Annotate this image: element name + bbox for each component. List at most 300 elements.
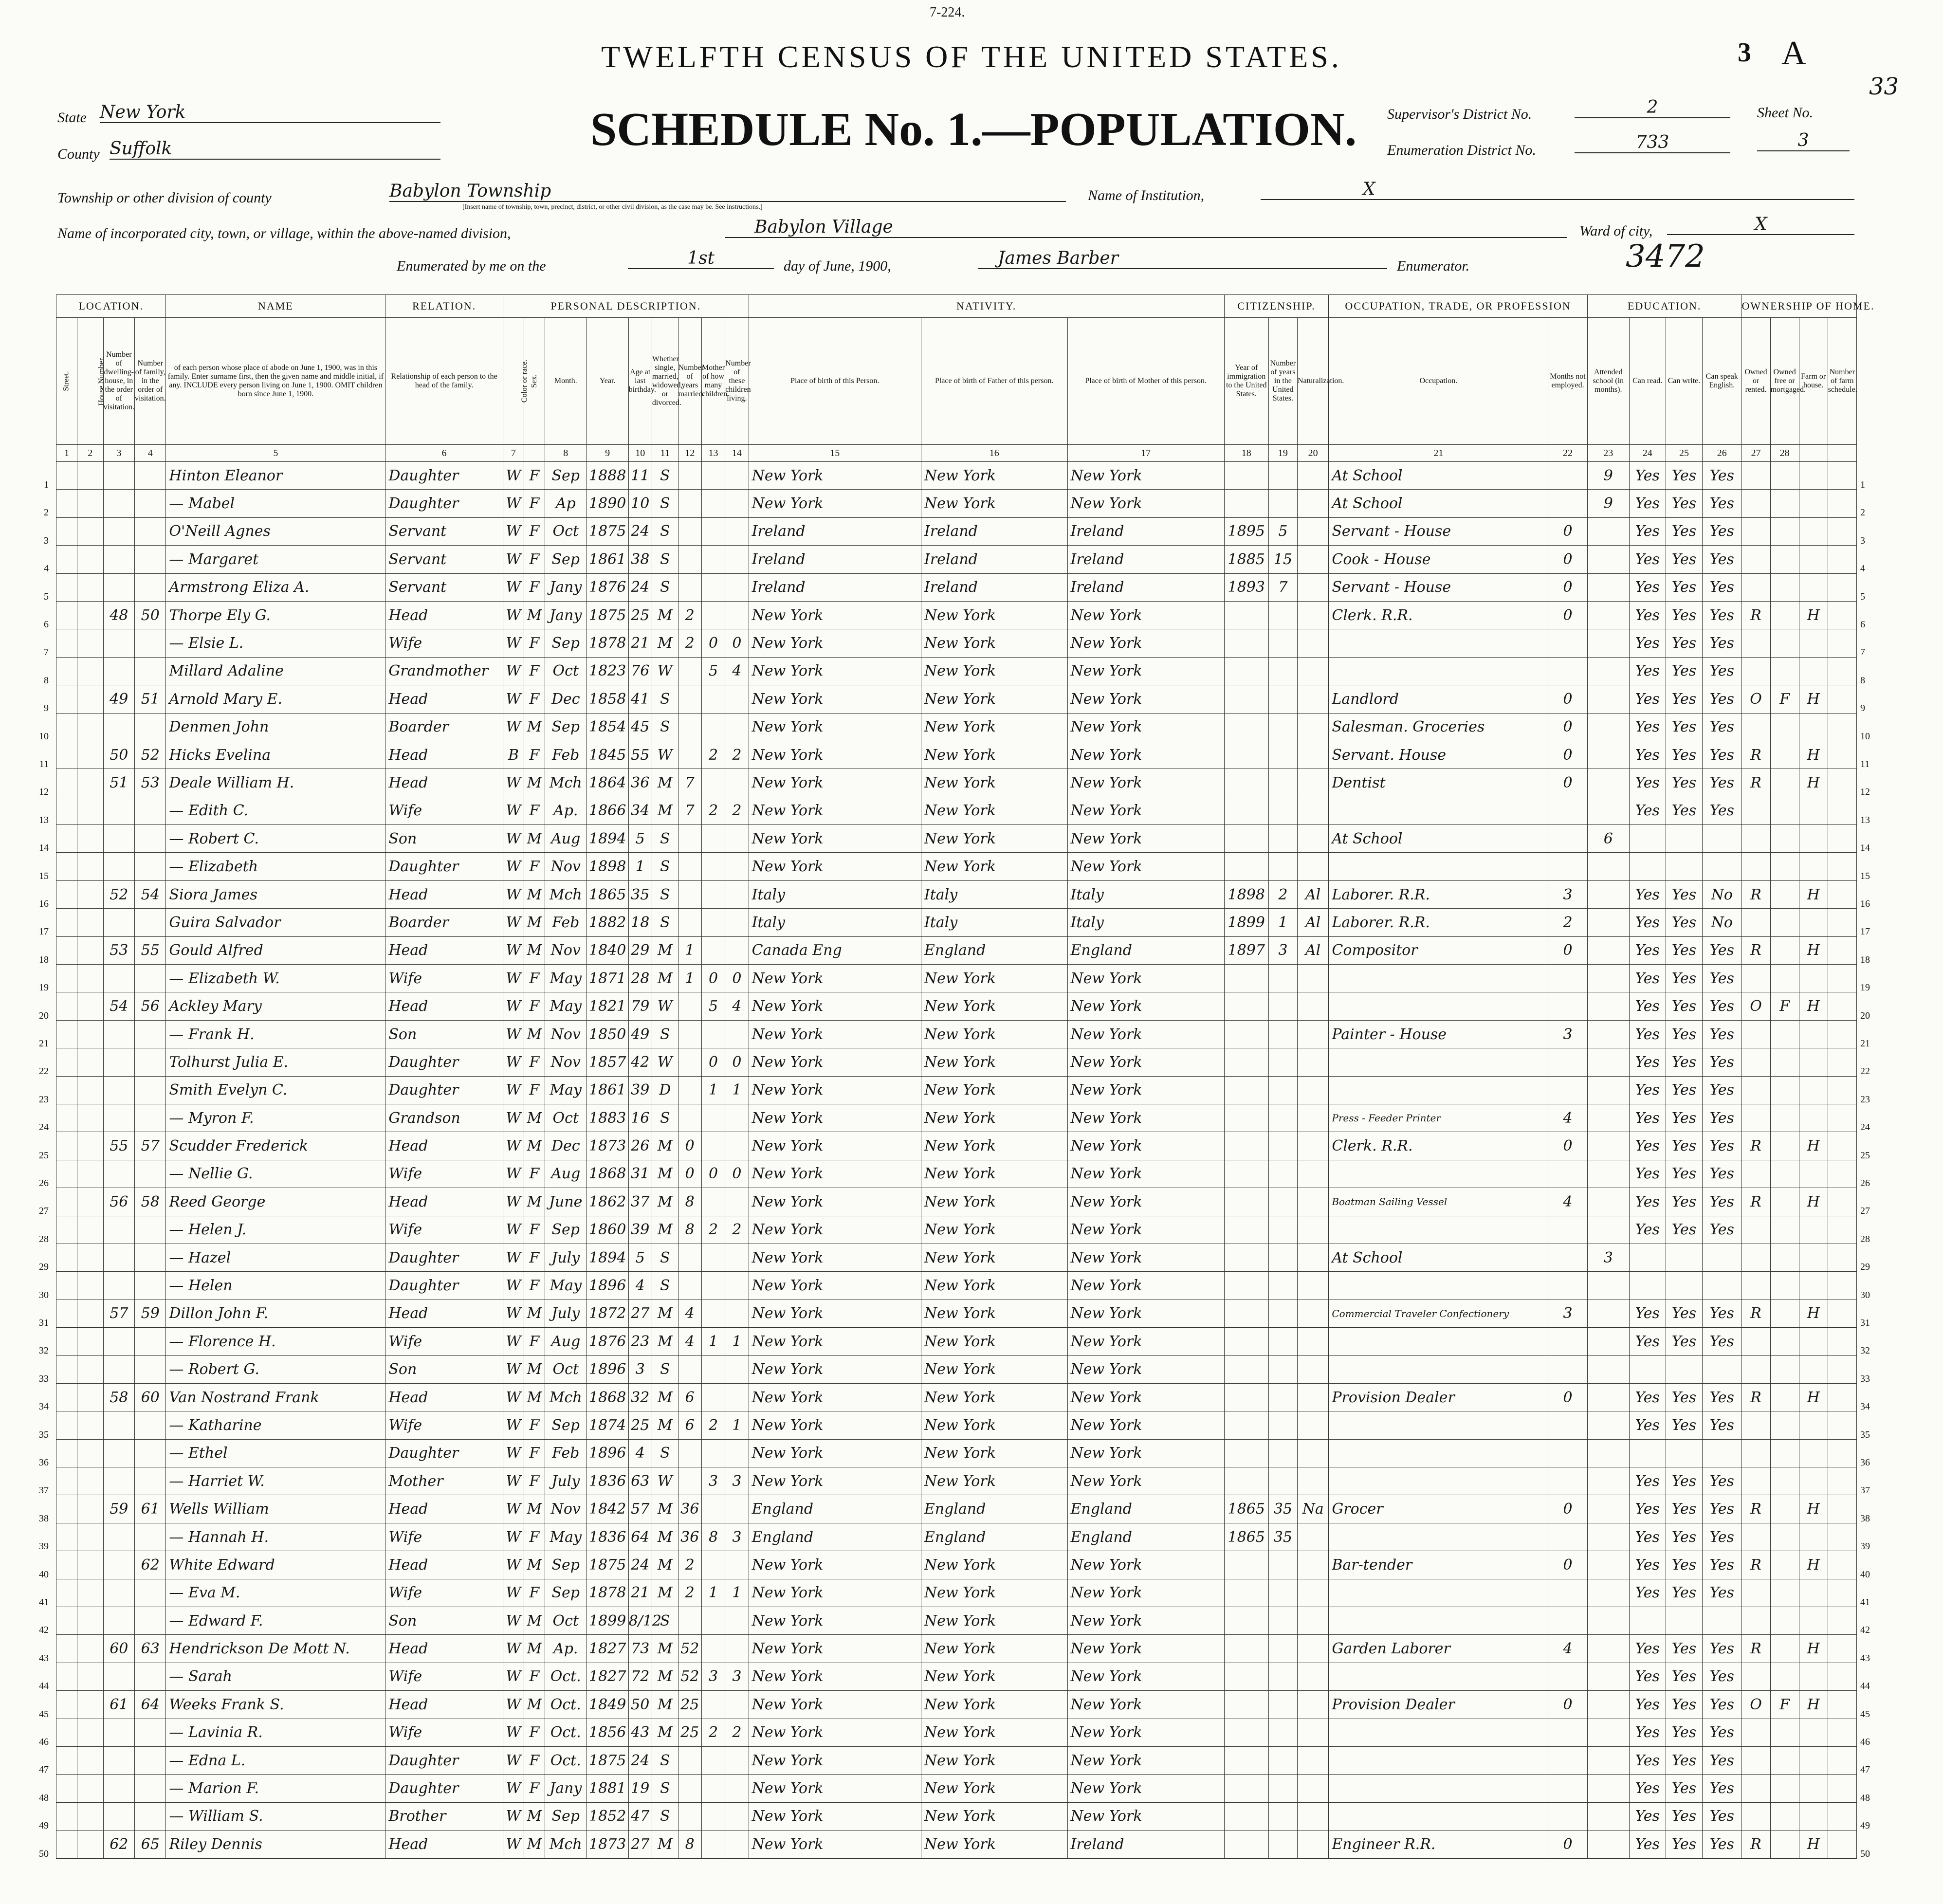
cell-yus bbox=[1268, 741, 1297, 769]
table-row bbox=[56, 769, 1857, 797]
cell-ym: 4 bbox=[678, 1300, 701, 1327]
cell-sch bbox=[1587, 685, 1629, 713]
line-number: 23 bbox=[39, 1094, 49, 1105]
cell-cl bbox=[725, 1300, 749, 1327]
cell-dw: 56 bbox=[103, 1188, 134, 1216]
line-number: 8 bbox=[44, 675, 49, 686]
cell-dw: 60 bbox=[103, 1635, 134, 1663]
cell-street bbox=[56, 1244, 77, 1271]
cell-pom: New York bbox=[1067, 685, 1224, 713]
cell-mar: S bbox=[652, 1104, 678, 1132]
cell-sex: M bbox=[524, 909, 545, 936]
line-number: 29 bbox=[1860, 1262, 1870, 1273]
cell-fs bbox=[1828, 880, 1856, 908]
cell-name: — Helen J. bbox=[166, 1216, 385, 1244]
cell-nat bbox=[1297, 490, 1328, 517]
cell-rel: Wife bbox=[385, 1216, 503, 1244]
column-number: 19 bbox=[1268, 445, 1297, 462]
line-number: 10 bbox=[1860, 731, 1870, 742]
cell-nat bbox=[1297, 657, 1328, 685]
cell-en: Yes bbox=[1703, 1802, 1742, 1830]
cell-color: W bbox=[503, 1048, 524, 1076]
cell-name: — Edith C. bbox=[166, 797, 385, 824]
cell-wr: Yes bbox=[1666, 1216, 1702, 1244]
line-number: 23 bbox=[1860, 1094, 1870, 1105]
cell-house bbox=[77, 936, 103, 964]
cell-pof: New York bbox=[921, 769, 1067, 797]
cell-cl bbox=[725, 462, 749, 490]
cell-own bbox=[1741, 1160, 1770, 1188]
cell-fh: H bbox=[1799, 685, 1828, 713]
cell-fh: H bbox=[1799, 1188, 1828, 1216]
cell-pof: New York bbox=[921, 1300, 1067, 1327]
cell-age: 21 bbox=[628, 629, 652, 657]
cell-mar: M bbox=[652, 1216, 678, 1244]
cell-dw: 53 bbox=[103, 936, 134, 964]
cell-yr: 1864 bbox=[587, 769, 628, 797]
cell-ym: 2 bbox=[678, 601, 701, 629]
cell-mtg bbox=[1770, 936, 1799, 964]
cell-unemp bbox=[1548, 853, 1588, 880]
table-row bbox=[56, 1439, 1857, 1467]
cell-nat bbox=[1297, 1579, 1328, 1607]
col-pob-person: Place of birth of this Person. bbox=[749, 318, 921, 445]
cell-color: W bbox=[503, 1020, 524, 1048]
table-row bbox=[56, 1048, 1857, 1076]
cell-imm: 1893 bbox=[1224, 573, 1268, 601]
cell-dw bbox=[103, 853, 134, 880]
cell-fam bbox=[135, 1160, 166, 1188]
cell-fs bbox=[1828, 1635, 1856, 1663]
cell-fam: 50 bbox=[135, 601, 166, 629]
cell-occ bbox=[1329, 1663, 1548, 1690]
cell-mtg bbox=[1770, 657, 1799, 685]
line-number: 6 bbox=[1860, 619, 1865, 630]
cell-rd: Yes bbox=[1629, 1746, 1666, 1774]
cell-unemp bbox=[1548, 992, 1588, 1020]
cell-en: No bbox=[1703, 909, 1742, 936]
cell-fh: H bbox=[1799, 1132, 1828, 1160]
cell-dw bbox=[103, 1244, 134, 1271]
cell-nat bbox=[1297, 1802, 1328, 1830]
cell-dw bbox=[103, 1523, 134, 1551]
cell-rel: Head bbox=[385, 1635, 503, 1663]
line-number: 33 bbox=[39, 1373, 49, 1384]
cell-nat bbox=[1297, 546, 1328, 573]
cell-own: R bbox=[1741, 1495, 1770, 1523]
cell-name: — Lavinia R. bbox=[166, 1719, 385, 1746]
institution-value: X bbox=[1261, 179, 1854, 200]
cell-sch bbox=[1587, 546, 1629, 573]
cell-wr: Yes bbox=[1666, 909, 1702, 936]
cell-imm: 1885 bbox=[1224, 546, 1268, 573]
cell-mtg bbox=[1770, 1244, 1799, 1271]
line-number: 49 bbox=[39, 1820, 49, 1831]
cell-moc bbox=[701, 1802, 725, 1830]
cell-pof: New York bbox=[921, 965, 1067, 992]
cell-sex: M bbox=[524, 1495, 545, 1523]
cell-color: W bbox=[503, 1328, 524, 1355]
cell-sch: 9 bbox=[1587, 462, 1629, 490]
cell-yus bbox=[1268, 1691, 1297, 1719]
cell-fs bbox=[1828, 1048, 1856, 1076]
cell-own: R bbox=[1741, 1635, 1770, 1663]
cell-rd: Yes bbox=[1629, 797, 1666, 824]
cell-ym bbox=[678, 685, 701, 713]
cell-age: 26 bbox=[628, 1132, 652, 1160]
cell-pob: Ireland bbox=[749, 573, 921, 601]
cell-sex: F bbox=[524, 462, 545, 490]
line-number: 46 bbox=[1860, 1737, 1870, 1747]
cell-ym bbox=[678, 1020, 701, 1048]
cell-yr: 1872 bbox=[587, 1300, 628, 1327]
cell-en: No bbox=[1703, 880, 1742, 908]
cell-mar: S bbox=[652, 853, 678, 880]
cell-fam bbox=[135, 1775, 166, 1802]
cell-age: 4 bbox=[628, 1439, 652, 1467]
cell-mo: Oct bbox=[545, 1607, 587, 1635]
cell-en: Yes bbox=[1703, 797, 1742, 824]
cell-pob: Italy bbox=[749, 909, 921, 936]
cell-yus: 35 bbox=[1268, 1523, 1297, 1551]
cell-color: W bbox=[503, 1132, 524, 1160]
cell-street bbox=[56, 1495, 77, 1523]
cell-name: Deale William H. bbox=[166, 769, 385, 797]
line-number: 50 bbox=[1860, 1848, 1870, 1859]
cell-color: W bbox=[503, 1579, 524, 1607]
cell-fs bbox=[1828, 1579, 1856, 1607]
cell-en bbox=[1703, 1607, 1742, 1635]
cell-fh bbox=[1799, 1048, 1828, 1076]
group-ownership: OWNERSHIP OF HOME. bbox=[1741, 295, 1856, 318]
col-pob-mother: Place of birth of Mother of this person. bbox=[1067, 318, 1224, 445]
cell-cl: 1 bbox=[725, 1579, 749, 1607]
cell-color: W bbox=[503, 490, 524, 517]
column-number: 18 bbox=[1224, 445, 1268, 462]
cell-mar: M bbox=[652, 1132, 678, 1160]
cell-rd: Yes bbox=[1629, 909, 1666, 936]
cell-mtg bbox=[1770, 573, 1799, 601]
group-citizenship: CITIZENSHIP. bbox=[1224, 295, 1329, 318]
table-row bbox=[56, 517, 1857, 545]
line-number: 22 bbox=[39, 1066, 49, 1077]
cell-mar: S bbox=[652, 1355, 678, 1383]
cell-dw bbox=[103, 965, 134, 992]
cell-wr: Yes bbox=[1666, 880, 1702, 908]
cell-mo: July bbox=[545, 1244, 587, 1271]
cell-unemp bbox=[1548, 1160, 1588, 1188]
column-number: 4 bbox=[135, 445, 166, 462]
cell-age: 37 bbox=[628, 1188, 652, 1216]
cell-cl bbox=[725, 1439, 749, 1467]
schedule-title: SCHEDULE No. 1.—POPULATION. bbox=[590, 103, 1357, 156]
cell-yus bbox=[1268, 1802, 1297, 1830]
cell-name: — Robert C. bbox=[166, 825, 385, 853]
table-row bbox=[56, 1635, 1857, 1663]
cell-occ bbox=[1329, 853, 1548, 880]
cell-mo: Mch bbox=[545, 880, 587, 908]
line-number: 1 bbox=[44, 479, 49, 490]
cell-color: W bbox=[503, 713, 524, 741]
cell-en bbox=[1703, 825, 1742, 853]
cell-name: — Helen bbox=[166, 1272, 385, 1300]
cell-name: Hicks Evelina bbox=[166, 741, 385, 769]
line-number: 32 bbox=[39, 1345, 49, 1356]
cell-cl bbox=[725, 1383, 749, 1411]
township-label: Township or other division of county bbox=[57, 190, 272, 206]
cell-mtg bbox=[1770, 1020, 1799, 1048]
cell-unemp: 0 bbox=[1548, 1132, 1588, 1160]
cell-ym: 6 bbox=[678, 1383, 701, 1411]
cell-name: Dillon John F. bbox=[166, 1300, 385, 1327]
cell-nat bbox=[1297, 1048, 1328, 1076]
column-number: 24 bbox=[1629, 445, 1666, 462]
table-row bbox=[56, 1076, 1857, 1104]
cell-color: W bbox=[503, 685, 524, 713]
column-number: 25 bbox=[1666, 445, 1702, 462]
cell-unemp bbox=[1548, 1607, 1588, 1635]
cell-pof: New York bbox=[921, 1579, 1067, 1607]
cell-mo: Feb bbox=[545, 741, 587, 769]
cell-ym bbox=[678, 1355, 701, 1383]
cell-sex: F bbox=[524, 1411, 545, 1439]
cell-sch bbox=[1587, 1160, 1629, 1188]
cell-ym: 36 bbox=[678, 1523, 701, 1551]
cell-dw bbox=[103, 573, 134, 601]
cell-age: 42 bbox=[628, 1048, 652, 1076]
cell-pob: Ireland bbox=[749, 517, 921, 545]
cell-fh bbox=[1799, 1076, 1828, 1104]
cell-mo: Feb bbox=[545, 909, 587, 936]
cell-sex: M bbox=[524, 1132, 545, 1160]
table-row bbox=[56, 1551, 1857, 1579]
cell-name: — Myron F. bbox=[166, 1104, 385, 1132]
cell-en: Yes bbox=[1703, 1579, 1742, 1607]
table-row bbox=[56, 685, 1857, 713]
cell-color: W bbox=[503, 462, 524, 490]
table-row bbox=[56, 1383, 1857, 1411]
cell-sch bbox=[1587, 1020, 1629, 1048]
table-row bbox=[56, 1691, 1857, 1719]
cell-yus bbox=[1268, 1328, 1297, 1355]
cell-yr: 1845 bbox=[587, 741, 628, 769]
cell-color: W bbox=[503, 880, 524, 908]
cell-fam bbox=[135, 1746, 166, 1774]
cell-ym bbox=[678, 992, 701, 1020]
cell-dw bbox=[103, 1663, 134, 1690]
cell-sch bbox=[1587, 1355, 1629, 1383]
cell-pom: England bbox=[1067, 936, 1224, 964]
cell-pob: Ireland bbox=[749, 546, 921, 573]
cell-ym bbox=[678, 1104, 701, 1132]
line-number: 4 bbox=[44, 563, 49, 574]
cell-house bbox=[77, 1691, 103, 1719]
cell-pob: Canada Eng bbox=[749, 936, 921, 964]
cell-occ: Compositor bbox=[1329, 936, 1548, 964]
cell-pob: New York bbox=[749, 1691, 921, 1719]
cell-fh bbox=[1799, 657, 1828, 685]
cell-pom: Ireland bbox=[1067, 546, 1224, 573]
line-number: 18 bbox=[39, 954, 49, 965]
cell-sex: M bbox=[524, 1551, 545, 1579]
cell-pof: Ireland bbox=[921, 517, 1067, 545]
cell-yr: 1862 bbox=[587, 1188, 628, 1216]
cell-pof: New York bbox=[921, 1802, 1067, 1830]
cell-dw bbox=[103, 1719, 134, 1746]
cell-nat bbox=[1297, 685, 1328, 713]
cell-yus bbox=[1268, 965, 1297, 992]
cell-age: 41 bbox=[628, 685, 652, 713]
cell-yus bbox=[1268, 1831, 1297, 1858]
cell-name: Riley Dennis bbox=[166, 1831, 385, 1858]
table-row bbox=[56, 546, 1857, 573]
cell-wr bbox=[1666, 1607, 1702, 1635]
cell-rel: Daughter bbox=[385, 490, 503, 517]
cell-pob: New York bbox=[749, 1216, 921, 1244]
cell-nat bbox=[1297, 1216, 1328, 1244]
cell-own bbox=[1741, 1719, 1770, 1746]
cell-yus bbox=[1268, 1746, 1297, 1774]
cell-yr: 1861 bbox=[587, 546, 628, 573]
cell-color: W bbox=[503, 769, 524, 797]
cell-own bbox=[1741, 853, 1770, 880]
cell-dw: 51 bbox=[103, 769, 134, 797]
cell-cl bbox=[725, 769, 749, 797]
group-location: LOCATION. bbox=[56, 295, 166, 318]
cell-imm bbox=[1224, 1132, 1268, 1160]
cell-nat bbox=[1297, 1076, 1328, 1104]
cell-fh bbox=[1799, 1439, 1828, 1467]
sheet-label: Sheet No. bbox=[1757, 105, 1813, 121]
cell-sch bbox=[1587, 1635, 1629, 1663]
line-number: 21 bbox=[1860, 1038, 1870, 1049]
cell-moc: 2 bbox=[701, 797, 725, 824]
cell-imm bbox=[1224, 1439, 1268, 1467]
cell-name: — Frank H. bbox=[166, 1020, 385, 1048]
cell-fs bbox=[1828, 909, 1856, 936]
cell-imm: 1865 bbox=[1224, 1495, 1268, 1523]
cell-pof: New York bbox=[921, 1188, 1067, 1216]
cell-wr: Yes bbox=[1666, 797, 1702, 824]
cell-wr: Yes bbox=[1666, 1635, 1702, 1663]
cell-moc bbox=[701, 462, 725, 490]
col-dwelling: Number of dwelling-house, in the order of visitation. bbox=[103, 318, 134, 445]
cell-moc bbox=[701, 1439, 725, 1467]
cell-ym bbox=[678, 853, 701, 880]
cell-sex: M bbox=[524, 880, 545, 908]
cell-color: W bbox=[503, 1076, 524, 1104]
cell-mo: Mch bbox=[545, 1831, 587, 1858]
cell-own bbox=[1741, 713, 1770, 741]
cell-ym bbox=[678, 462, 701, 490]
cell-color: W bbox=[503, 1523, 524, 1551]
cell-sex: F bbox=[524, 573, 545, 601]
cell-street bbox=[56, 657, 77, 685]
enumerator-name: James Barber bbox=[978, 248, 1387, 269]
cell-pob: New York bbox=[749, 1188, 921, 1216]
cell-occ: Servant - House bbox=[1329, 517, 1548, 545]
cell-dw: 58 bbox=[103, 1383, 134, 1411]
cell-rel: Head bbox=[385, 880, 503, 908]
cell-imm bbox=[1224, 1328, 1268, 1355]
cell-occ: Engineer R.R. bbox=[1329, 1831, 1548, 1858]
cell-mtg bbox=[1770, 601, 1799, 629]
cell-own: R bbox=[1741, 1188, 1770, 1216]
table-row bbox=[56, 1831, 1857, 1858]
cell-mo: Nov bbox=[545, 1048, 587, 1076]
cell-rel: Son bbox=[385, 1607, 503, 1635]
cell-street bbox=[56, 936, 77, 964]
cell-pob: Italy bbox=[749, 880, 921, 908]
cell-moc bbox=[701, 490, 725, 517]
cell-street bbox=[56, 1355, 77, 1383]
cell-fs bbox=[1828, 1607, 1856, 1635]
cell-mtg bbox=[1770, 1328, 1799, 1355]
cell-fh bbox=[1799, 1746, 1828, 1774]
cell-yr: 1849 bbox=[587, 1691, 628, 1719]
cell-nat bbox=[1297, 1132, 1328, 1160]
cell-mo: Nov bbox=[545, 1495, 587, 1523]
cell-nat bbox=[1297, 629, 1328, 657]
cell-sch bbox=[1587, 1272, 1629, 1300]
cell-sch bbox=[1587, 1048, 1629, 1076]
cell-yus bbox=[1268, 1411, 1297, 1439]
cell-fh bbox=[1799, 1775, 1828, 1802]
col-age: Age at last birthday. bbox=[628, 318, 652, 445]
cell-sex: F bbox=[524, 1076, 545, 1104]
cell-street bbox=[56, 1300, 77, 1327]
col-years-us: Number of years in the United States. bbox=[1268, 318, 1297, 445]
cell-color: W bbox=[503, 1831, 524, 1858]
cell-en bbox=[1703, 1244, 1742, 1271]
cell-sex: F bbox=[524, 1746, 545, 1774]
cell-fs bbox=[1828, 1467, 1856, 1495]
cell-sch bbox=[1587, 1579, 1629, 1607]
cell-sex: M bbox=[524, 1104, 545, 1132]
cell-mar: S bbox=[652, 1746, 678, 1774]
cell-house bbox=[77, 713, 103, 741]
table-row bbox=[56, 1663, 1857, 1690]
cell-rd: Yes bbox=[1629, 601, 1666, 629]
cell-mar: S bbox=[652, 909, 678, 936]
cell-occ bbox=[1329, 1411, 1548, 1439]
cell-name: — William S. bbox=[166, 1802, 385, 1830]
cell-cl bbox=[725, 1188, 749, 1216]
cell-fs bbox=[1828, 1216, 1856, 1244]
cell-yr: 1857 bbox=[587, 1048, 628, 1076]
cell-yr: 1888 bbox=[587, 462, 628, 490]
cell-age: 25 bbox=[628, 1411, 652, 1439]
cell-fam bbox=[135, 1467, 166, 1495]
cell-rd: Yes bbox=[1629, 1691, 1666, 1719]
cell-color: W bbox=[503, 573, 524, 601]
cell-yus bbox=[1268, 1272, 1297, 1300]
cell-sch bbox=[1587, 880, 1629, 908]
enumeration-district-value: 733 bbox=[1575, 132, 1730, 153]
cell-pob: New York bbox=[749, 965, 921, 992]
column-number: 23 bbox=[1587, 445, 1629, 462]
cell-nat bbox=[1297, 1411, 1328, 1439]
cell-age: 24 bbox=[628, 573, 652, 601]
cell-street bbox=[56, 629, 77, 657]
cell-color: W bbox=[503, 1719, 524, 1746]
cell-moc: 0 bbox=[701, 1048, 725, 1076]
cell-rel: Wife bbox=[385, 1328, 503, 1355]
cell-own: R bbox=[1741, 1132, 1770, 1160]
cell-pof: England bbox=[921, 936, 1067, 964]
cell-pof: New York bbox=[921, 741, 1067, 769]
cell-color: W bbox=[503, 909, 524, 936]
